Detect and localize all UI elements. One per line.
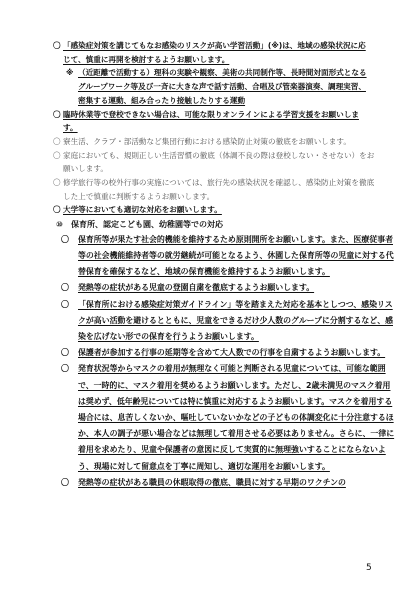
footnote-text: （近距離で活動する）理科の実験や観察、美術の共同制作等、長時間対面形式となるグループワーク等及び一斉に大きな声で話す活動、合唱及び管楽器演奏、調理実習、密集する運動、組み合ったり接触したりする運動 [78, 68, 367, 105]
bullet-item [53, 135, 373, 149]
bullet-item [53, 149, 378, 176]
bullet-text: 寮生活、クラブ・部活動など集団行動における感染防止対策の徹底をお願いします。 [63, 136, 351, 146]
bullet-text: 臨時休業等で登校できない場合は、可能な限りオンラインによる学習支援をお願いします。 [63, 109, 359, 133]
bullet-item [53, 39, 373, 66]
page-number: 5 [366, 563, 372, 573]
subsection-item [53, 297, 396, 346]
bullet-marker: 〇 [53, 109, 61, 119]
subsection-text: 保護者が参加する行事の延期等を含めて大人数での行事を自粛するようお願いします。 [78, 348, 386, 358]
bullet-marker: 〇 [61, 348, 69, 358]
bullet-marker: 〇 [53, 178, 61, 188]
bullet-text: 修学旅行等の校外行事の実施については、旅行先の感染状況を確認し、感染防止対策を徹底した上で慎重に判断するようお願いします。 [63, 178, 375, 201]
bullet-marker: 〇 [61, 299, 69, 309]
footnote-item [53, 66, 368, 107]
subsection-item [53, 232, 396, 281]
bullet-marker: 〇 [53, 150, 61, 160]
subsection-item [53, 280, 396, 296]
footnote-marker: ※ [66, 68, 74, 78]
bullet-marker: 〇 [53, 41, 61, 50]
bullet-text: 大学等においても適切な対応をお願いします。 [63, 205, 222, 215]
subsection-item [53, 361, 396, 474]
section-heading [53, 218, 375, 232]
subsection-item [53, 345, 396, 361]
bullet-marker: 〇 [61, 234, 69, 244]
subsection-text: 発熱等の症状がある職員の休暇取得の徹底、職員に対する早期のワクチンの [78, 477, 346, 487]
subsection-text: 保育所等が果たす社会的機能を維持するため原則開所をお願いします。また、医療従事者等の社会機能維持者等の就労継続が可能となるよう、休園した保育所等の児童に対する代替保育を確保するなど、地域の保育機能を維持するようお願いします。 [78, 234, 394, 277]
bullet-marker: 〇 [61, 477, 69, 487]
subsection-text: 発育状況等からマスクの着用が無理なく可能と判断される児童については、可能な範囲で、一時的に、マスク着用を奨めるようお願いします。ただし、2歳未満児のマスク着用は奨めず、低年齢児については特に慎重に対応するようお願いします。マスクを着用する場合には、息苦しくないか、嘔吐していないかなどの子どもの体調変化に十分注意するほか、本人の調子が悪い場合などは無理して着用させる必要はありません。さらに、一律に着用を求めたり、児童や保護者の意図に反して実質的に無理強いすることにならないよう、現場に対して留意点を丁寧に周知し、適切な運用をお願いします。 [78, 364, 395, 471]
bullet-marker: 〇 [53, 205, 61, 215]
section-number: ⑩ [56, 220, 63, 230]
bullet-item [53, 176, 375, 203]
subsection-item [53, 475, 396, 491]
bullet-marker: 〇 [53, 136, 61, 146]
bullet-marker: 〇 [61, 283, 69, 293]
bullet-item [53, 108, 363, 135]
page-content [53, 39, 395, 491]
subsection-text: 「保育所における感染症対策ガイドライン」等を踏まえた対応を基本としつつ、感染リスクが高い活動を避けるとともに、児童をできるだけ少人数のグループに分割するなど、感染を広げない形での保育を行うようお願いします。 [78, 299, 393, 342]
bullet-text: 「感染症対策を講じてもなお感染のリスクが高い学習活動」(※)は、地域の感染状況に応じて、慎重に再開を検討するようお願いします。 [63, 41, 366, 64]
section-title: 保育所、認定こども園、幼稚園等での対応 [71, 220, 223, 230]
bullet-item [53, 203, 373, 217]
bullet-text: 家庭においても、規則正しい生活習慣の徹底（体調不良の際は登校しない・させない）をお願いします。 [63, 150, 375, 174]
bullet-marker: 〇 [61, 364, 69, 374]
subsection-text: 発熱等の症状がある児童の登園自粛を徹底するようお願いします。 [78, 283, 315, 293]
